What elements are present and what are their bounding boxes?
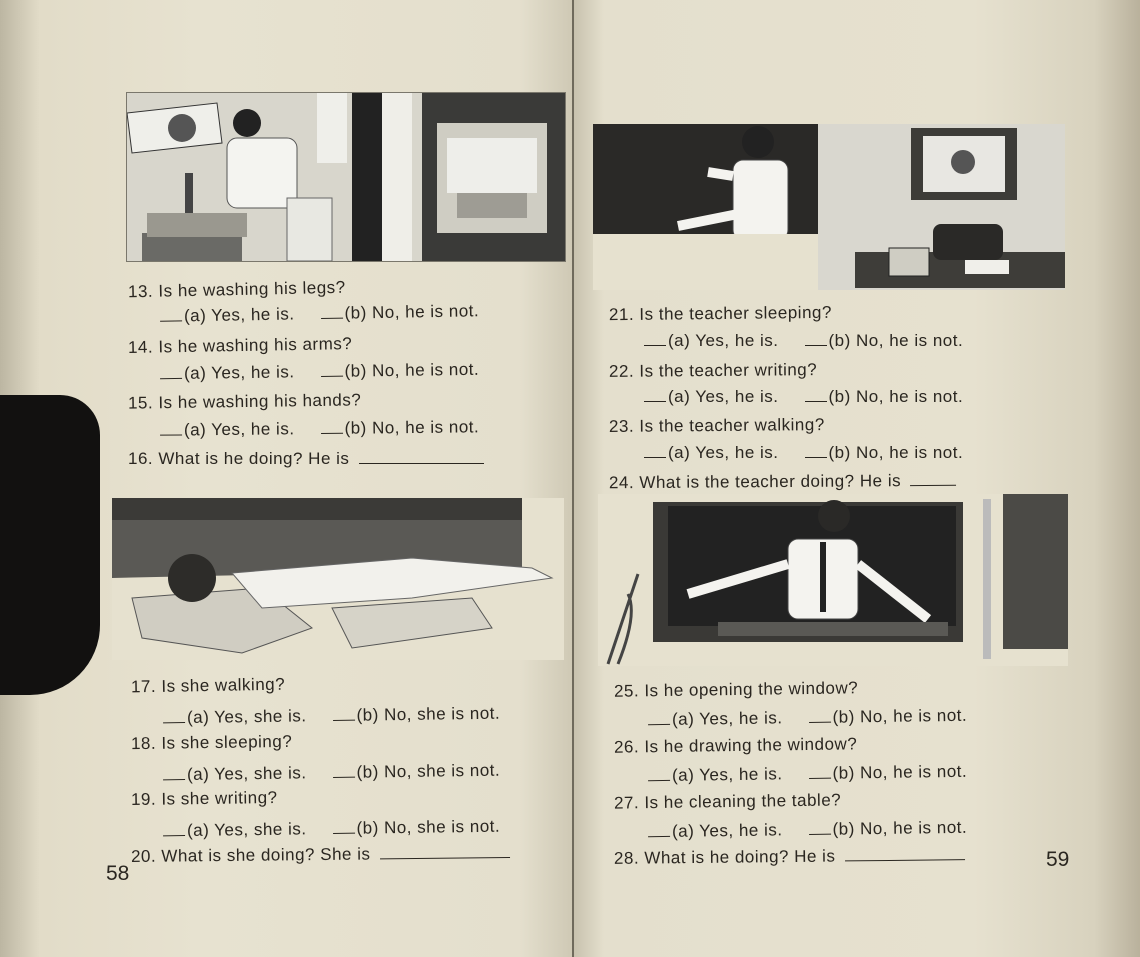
question-27 [614, 790, 841, 813]
question-text: What is she doing? She is [161, 844, 371, 866]
answer-blank[interactable] [809, 722, 831, 723]
illustration-boy-washing [126, 92, 566, 262]
option-b[interactable]: (b) No, she is not. [356, 816, 501, 838]
illustration-man-window-drawing [598, 494, 1068, 666]
illustration-teacher-blackboard [593, 124, 1065, 290]
answer-blank[interactable] [163, 835, 185, 836]
answer-blank[interactable] [648, 780, 670, 781]
question-text: Is he washing his legs? [158, 277, 346, 301]
thumb-shadow [0, 395, 100, 695]
answer-line[interactable] [910, 471, 956, 486]
question-text: Is the teacher sleeping? [639, 302, 832, 324]
question-text: Is she sleeping? [161, 731, 293, 753]
answer-options-13 [160, 301, 479, 327]
question-18 [131, 732, 293, 754]
question-text: Is the teacher walking? [639, 415, 825, 436]
question-number: 26. [613, 737, 640, 757]
question-number: 15. [127, 393, 154, 413]
question-text: What is the teacher doing? He is [639, 471, 902, 492]
question-16 [128, 449, 484, 469]
answer-blank[interactable] [809, 778, 831, 779]
question-number: 25. [613, 681, 640, 701]
question-15 [128, 390, 362, 413]
question-24 [609, 471, 956, 493]
option-a[interactable]: (a) Yes, he is. [671, 764, 783, 785]
question-text: Is he cleaning the table? [644, 790, 842, 813]
illustration-boy-washing-drawing [127, 93, 565, 261]
answer-blank[interactable] [644, 345, 666, 346]
answer-options-14 [160, 360, 479, 384]
question-text: Is he washing his arms? [158, 334, 353, 357]
answer-options-26 [648, 762, 967, 786]
question-text: Is she writing? [161, 787, 278, 809]
question-number: 22. [608, 361, 635, 381]
question-21 [609, 303, 832, 325]
answer-options-23 [644, 443, 963, 463]
answer-line[interactable] [359, 449, 484, 464]
answer-line[interactable] [380, 843, 510, 859]
question-number: 24. [608, 473, 635, 493]
option-b[interactable]: (b) No, he is not. [344, 301, 480, 323]
answer-blank[interactable] [160, 378, 182, 379]
question-number: 27. [613, 793, 640, 813]
option-a[interactable]: (a) Yes, he is. [668, 331, 779, 350]
answer-blank[interactable] [163, 722, 185, 723]
option-b[interactable]: (b) No, he is not. [832, 705, 968, 727]
answer-blank[interactable] [333, 777, 355, 778]
answer-options-21 [644, 331, 963, 351]
illustration-girl-sleeping [112, 498, 564, 660]
option-a[interactable]: (a) Yes, he is. [183, 419, 295, 440]
question-28 [614, 845, 965, 869]
option-a[interactable]: (a) Yes, she is. [186, 819, 307, 841]
option-a[interactable]: (a) Yes, he is. [671, 820, 783, 841]
question-text: Is he washing his hands? [158, 390, 362, 413]
question-26 [614, 734, 857, 757]
option-b[interactable]: (b) No, he is not. [832, 817, 968, 839]
question-number: 13. [127, 281, 154, 302]
answer-blank[interactable] [333, 720, 355, 721]
option-a[interactable]: (a) Yes, she is. [186, 763, 307, 785]
question-text: What is he doing? He is [158, 449, 350, 468]
right-page [574, 0, 1140, 957]
option-b[interactable]: (b) No, she is not. [356, 703, 501, 725]
answer-options-15 [160, 417, 479, 440]
question-number: 23. [608, 416, 635, 436]
option-b[interactable]: (b) No, he is not. [828, 443, 964, 462]
answer-blank[interactable] [805, 345, 827, 346]
answer-blank[interactable] [321, 376, 343, 377]
answer-blank[interactable] [321, 318, 343, 319]
answer-options-17 [163, 704, 500, 729]
option-b[interactable]: (b) No, he is not. [828, 387, 964, 406]
answer-blank[interactable] [805, 457, 827, 458]
illustration-man-window [598, 494, 1068, 666]
question-text: Is he opening the window? [644, 678, 859, 701]
answer-blank[interactable] [163, 779, 185, 780]
question-text: Is the teacher writing? [639, 360, 818, 381]
answer-options-27 [648, 818, 967, 842]
question-number: 18. [130, 733, 157, 754]
answer-options-25 [648, 706, 967, 730]
question-number: 20. [130, 846, 157, 866]
answer-blank[interactable] [160, 320, 182, 321]
question-17 [131, 675, 285, 698]
option-b[interactable]: (b) No, he is not. [344, 417, 480, 438]
answer-options-19 [163, 817, 500, 842]
question-22 [609, 360, 817, 382]
option-b[interactable]: (b) No, he is not. [828, 331, 964, 350]
answer-blank[interactable] [321, 433, 343, 434]
illustration-teacher-blackboard-drawing [593, 124, 1065, 290]
question-text: Is he drawing the window? [644, 734, 858, 757]
question-number: 17. [130, 676, 157, 697]
page-number: 58 [106, 862, 130, 885]
question-number: 21. [608, 304, 635, 325]
question-number: 19. [130, 789, 157, 810]
option-a[interactable]: (a) Yes, he is. [183, 362, 295, 383]
answer-blank[interactable] [648, 724, 670, 725]
question-14 [128, 334, 353, 358]
option-a[interactable]: (a) Yes, he is. [671, 708, 783, 729]
question-number: 14. [127, 337, 154, 357]
page-number: 59 [1046, 848, 1070, 871]
option-a[interactable]: (a) Yes, he is. [668, 443, 779, 462]
answer-blank[interactable] [160, 434, 182, 435]
option-a[interactable]: (a) Yes, he is. [183, 304, 295, 326]
option-b[interactable]: (b) No, she is not. [356, 760, 501, 782]
answer-blank[interactable] [805, 401, 827, 402]
question-23 [609, 415, 825, 437]
answer-options-18 [163, 761, 500, 786]
question-13 [128, 278, 346, 303]
answer-line[interactable] [845, 845, 965, 861]
illustration-girl-sleeping-drawing [112, 498, 564, 660]
answer-blank[interactable] [333, 833, 355, 834]
option-b[interactable]: (b) No, he is not. [344, 359, 480, 381]
question-25 [614, 678, 858, 701]
option-b[interactable]: (b) No, he is not. [832, 761, 968, 783]
answer-options-22 [644, 387, 963, 407]
answer-blank[interactable] [644, 457, 666, 458]
question-20 [131, 843, 510, 867]
question-number: 28. [613, 848, 640, 868]
question-text: Is she walking? [161, 674, 286, 696]
question-text: What is he doing? He is [644, 846, 836, 868]
option-a[interactable]: (a) Yes, he is. [668, 387, 779, 406]
question-19 [131, 788, 278, 810]
answer-blank[interactable] [809, 834, 831, 835]
answer-blank[interactable] [648, 836, 670, 837]
answer-blank[interactable] [644, 401, 666, 402]
option-a[interactable]: (a) Yes, she is. [186, 706, 307, 728]
question-number: 16. [128, 449, 154, 468]
